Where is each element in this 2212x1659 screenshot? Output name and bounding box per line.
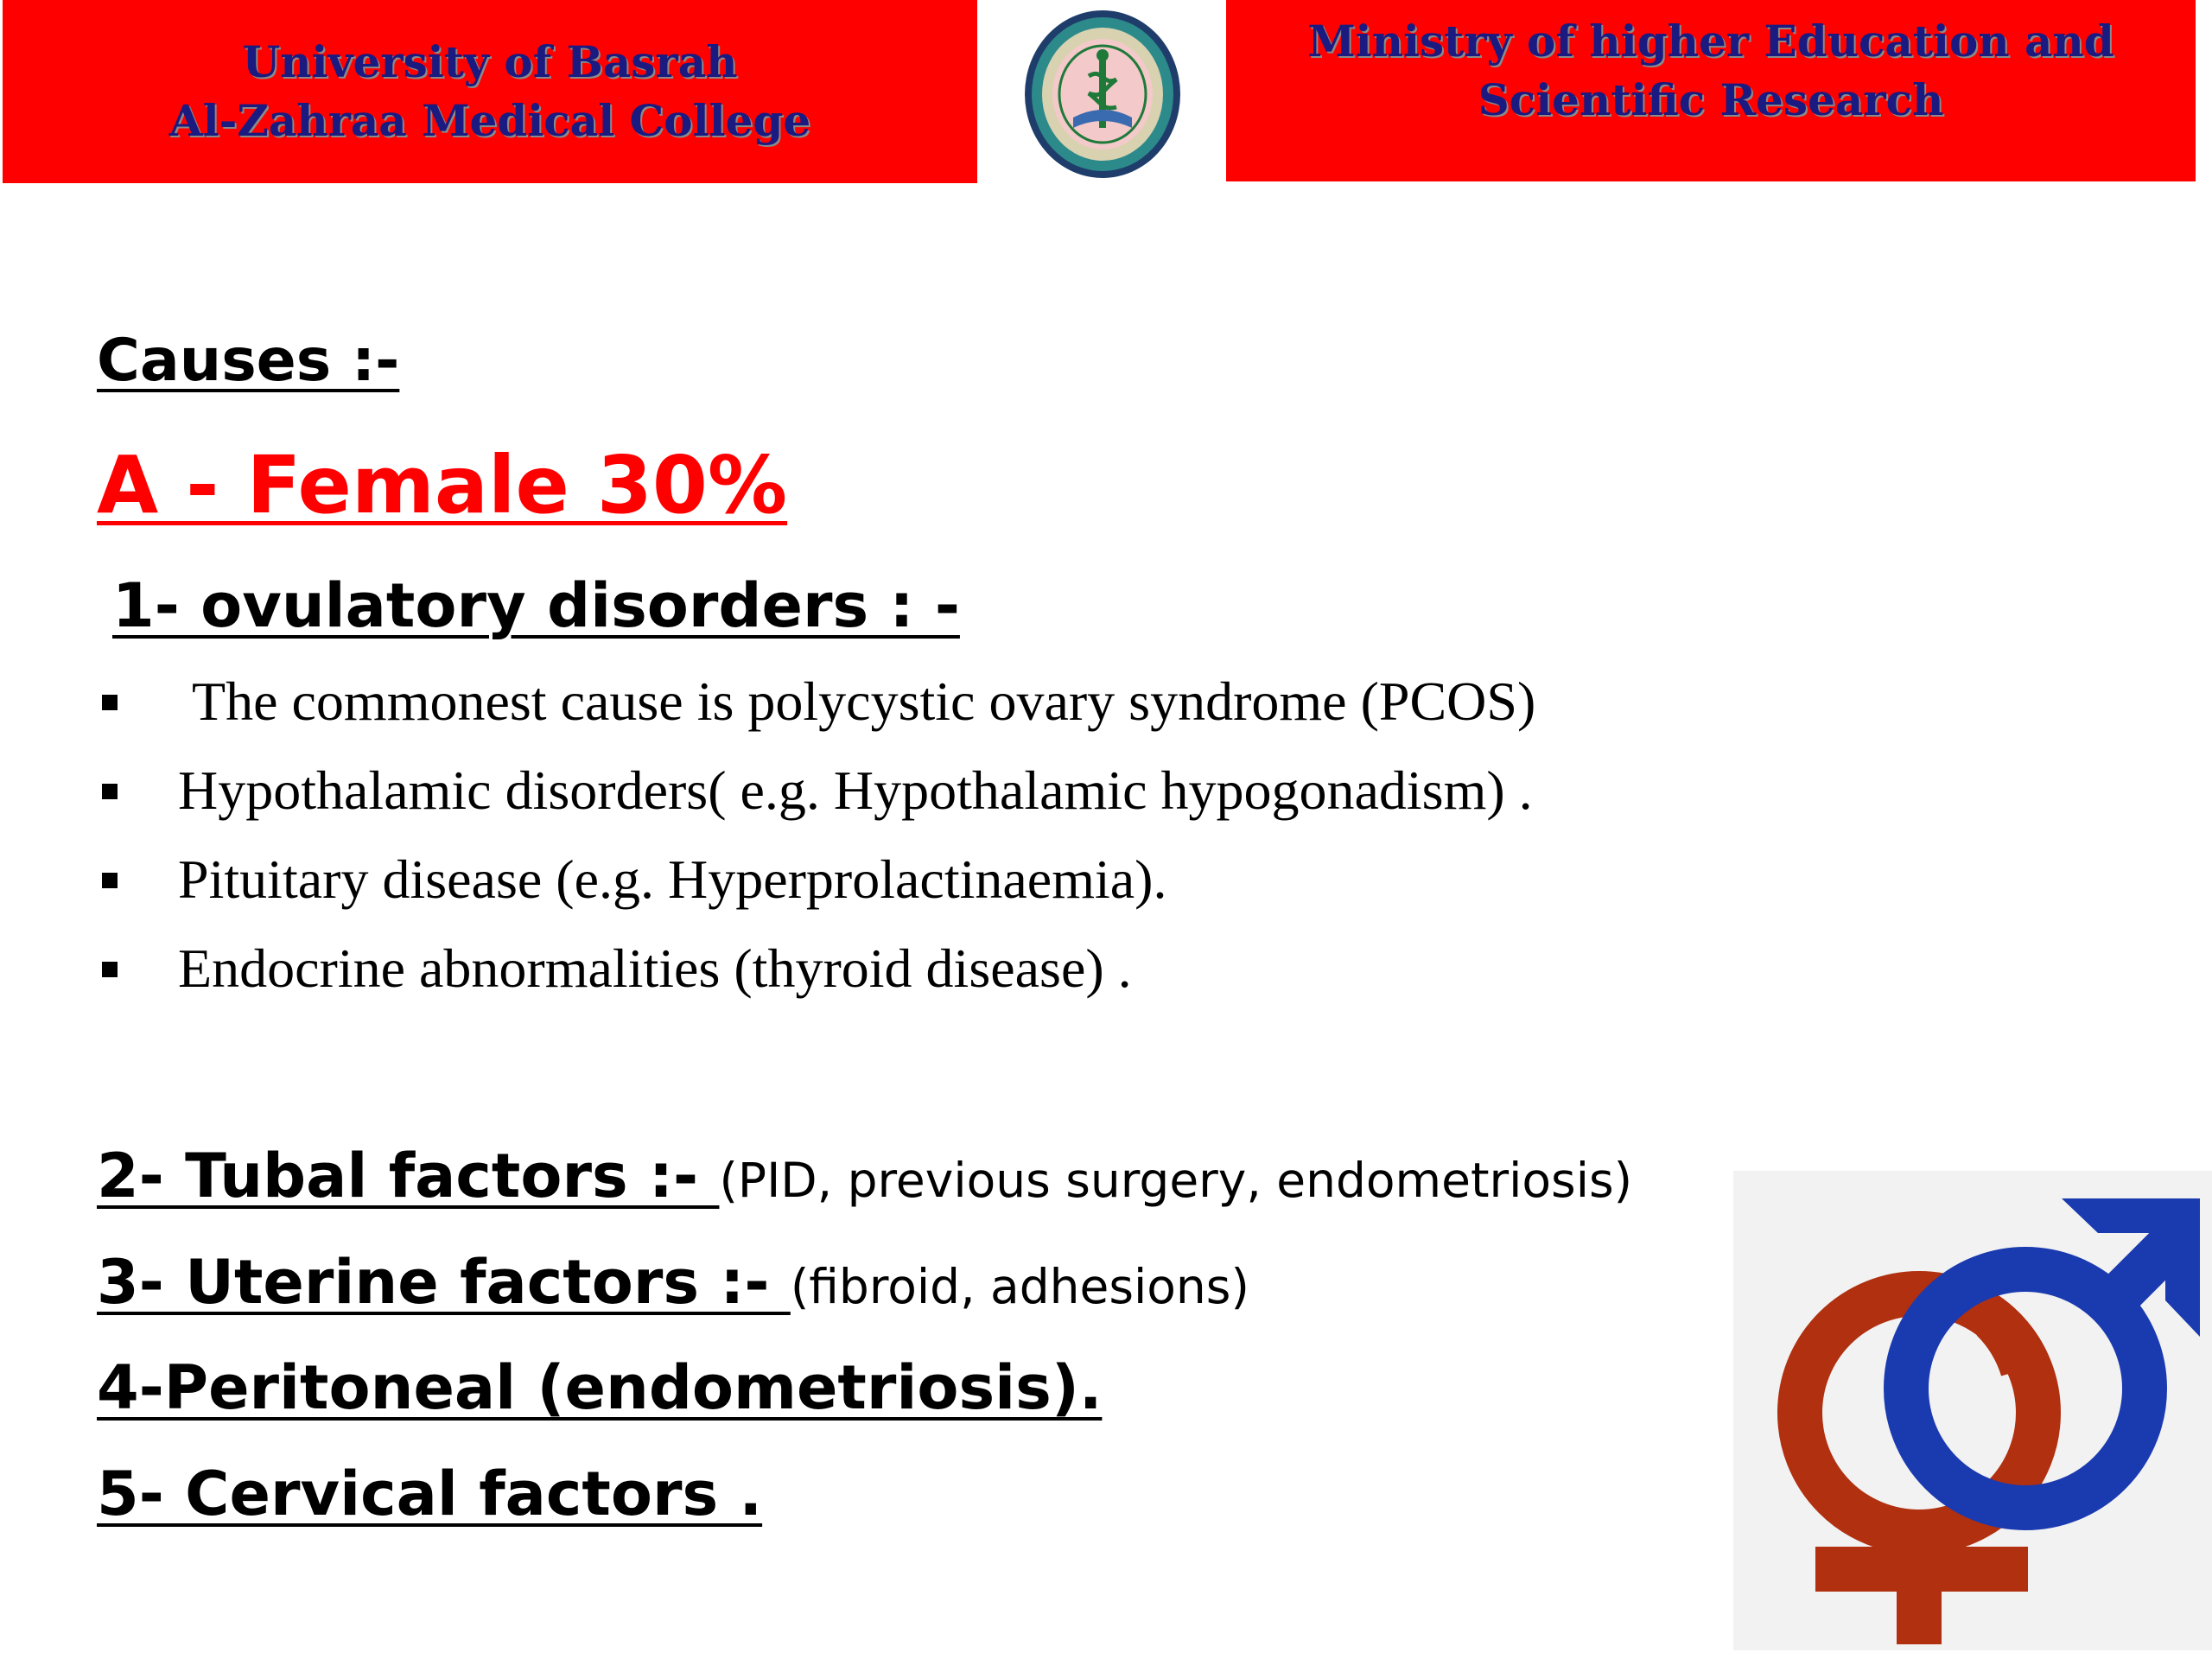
bullet-square-icon [102, 962, 118, 977]
bullet-text: Endocrine abnormalities (thyroid disease) . [178, 938, 1132, 999]
bullet-square-icon [102, 784, 118, 799]
ministry-name-line2: Scientific Research [1478, 74, 1944, 125]
bullet-text: The commonest cause is polycystic ovary syndrome (PCOS) [192, 671, 1536, 732]
college-seal-icon [1021, 7, 1184, 181]
factor-detail: (fibroid, adhesions) [790, 1259, 1249, 1314]
causes-heading: Causes :- [97, 327, 400, 395]
factor-heading: 5- Cervical factors . [97, 1459, 763, 1529]
uterine-factors [97, 1247, 1249, 1318]
peritoneal-factors [97, 1352, 1102, 1423]
header-banner-right [1226, 0, 2196, 181]
female-heading: A - Female 30% [97, 439, 788, 531]
factor-heading: 2- Tubal factors :- [97, 1141, 720, 1211]
bullet-text: Pituitary disease (e.g. Hyperprolactinaemia). [178, 849, 1167, 910]
header-banner-left [3, 0, 977, 183]
factor-heading: 4-Peritoneal (endometriosis). [97, 1352, 1103, 1423]
factor-heading: 3- Uterine factors :- [97, 1247, 791, 1318]
ministry-name-line1: Ministry of higher Education and [1307, 16, 2114, 67]
bullet-square-icon [102, 695, 118, 710]
bullet-text: Hypothalamic disorders( e.g. Hypothalamic hypogonadism) . [178, 760, 1533, 821]
cervical-factors [97, 1459, 762, 1529]
college-name: Al-Zahraa Medical College [168, 95, 811, 146]
ovulatory-heading: 1- ovulatory disorders : - [112, 570, 960, 641]
factor-detail: (PID, previous surgery, endometriosis) [719, 1153, 1633, 1208]
university-name: University of Basrah [242, 36, 738, 87]
tubal-factors [97, 1141, 1632, 1211]
bullet-square-icon [102, 873, 118, 888]
male-female-symbol-icon [1733, 1171, 2212, 1650]
